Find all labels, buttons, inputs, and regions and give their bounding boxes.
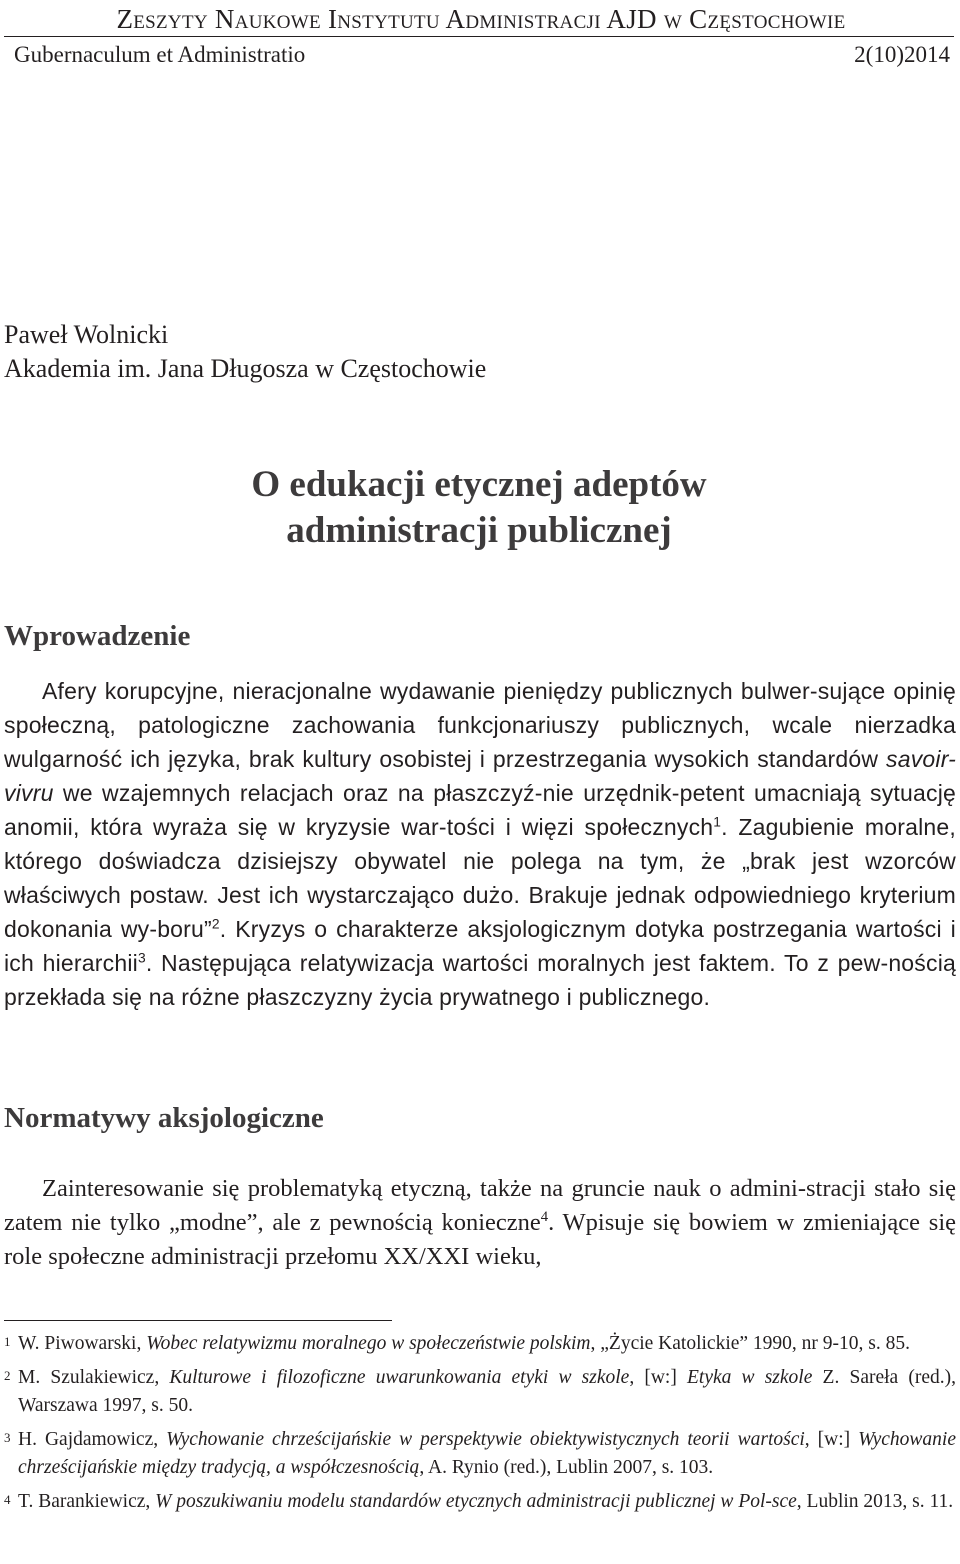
italic-text: Kulturowe i filozoficzne uwarunkowania etyki w szkole <box>169 1367 630 1388</box>
article-title <box>4 462 954 554</box>
footnote-1 <box>4 1330 956 1358</box>
journal-header <box>14 0 950 67</box>
italic-text: Wobec relatywizmu moralnego w społeczeństwie polskim <box>146 1333 591 1354</box>
journal-series: Gubernaculum et Administratio <box>14 42 306 67</box>
section-heading-normatives: Normatywy aksjologiczne <box>4 1102 324 1134</box>
footnote-ref-4[interactable]: 4 <box>540 1208 549 1225</box>
text-run: H. Gajdamowicz, <box>18 1429 167 1450</box>
article-title-line-2: administracji publicznej <box>286 510 672 551</box>
footnotes <box>4 1330 956 1522</box>
italic-text: Wychowanie chrześcijańskie w perspektywie obiektywistycznych teorii wartości <box>166 1429 805 1450</box>
footnote-number: 4 <box>4 1492 11 1507</box>
text-run: Z. Sareła (red.), Warszawa 1997, s. 50. <box>18 1367 956 1416</box>
footnote-ref-2[interactable]: 2 <box>211 916 220 932</box>
footnote-ref-1[interactable]: 1 <box>713 814 722 830</box>
article-title-line-1: O edukacji etycznej adeptów <box>251 464 707 505</box>
text-run: Afery korupcyjne, nieracjonalne wydawanie pieniędzy publicznych bulwer-sujące opinię społeczną, patologiczne zachowania funkcjonariuszy publicznych, wcale nierzadka wulgarność ich języka, brak kultury osobistej i przestrzegania wysokich standardów <box>4 678 956 772</box>
italic-text: Wychowanie chrześcijańskie między tradycją, a współczesnością <box>18 1429 956 1478</box>
header-rule <box>4 36 954 37</box>
paragraph-introduction <box>4 674 956 1014</box>
text-run: . Wpisuje się bowiem w zmieniające się role społeczne administracji przełomu XX/XXI wieku, <box>4 1209 956 1270</box>
section-heading-introduction: Wprowadzenie <box>4 620 191 652</box>
text-run: W. Piwowarski, <box>18 1333 147 1354</box>
text-run: , A. Rynio (red.), Lublin 2007, s. 103. <box>419 1457 714 1478</box>
text-run: , [w:] <box>629 1367 687 1388</box>
footnote-4 <box>4 1488 956 1516</box>
footnote-number: 2 <box>4 1368 11 1383</box>
text-run: , [w:] <box>804 1429 859 1450</box>
italic-text: savoir-vivru <box>4 746 956 806</box>
text-run: T. Barankiewicz, <box>18 1491 156 1512</box>
footnote-number: 3 <box>4 1430 11 1445</box>
journal-issue: 2(10)2014 <box>854 42 950 67</box>
author-affiliation: Akademia im. Jana Długosza w Częstochowie <box>4 354 487 383</box>
paragraph-normatives <box>4 1172 956 1274</box>
footnote-number: 1 <box>4 1334 11 1349</box>
text-run: , „Życie Katolickie” 1990, nr 9-10, s. 85. <box>590 1333 911 1354</box>
italic-text: W poszukiwaniu modelu standardów etycznych administracji publicznej w Pol-sce <box>155 1491 797 1512</box>
text-run: . Zagubienie moralne, którego doświadcza dzisiejszy obywatel nie polega na tym, że „brak jest wzorców właściwych postaw. Jest ich wystarczająco dużo. Brakuje jednak odpowiedniego kryterium dokonania wy-boru” <box>4 814 956 942</box>
text-run: M. Szulakiewicz, <box>18 1367 170 1388</box>
text-run: Zainteresowanie się problematyką etyczną, także na gruncie nauk o admini-stracji stało się zatem nie tylko „modne”, ale z pewnością konieczne <box>4 1175 956 1236</box>
author-block <box>4 318 486 386</box>
text-run: , Lublin 2013, s. 11. <box>796 1491 954 1512</box>
footnote-rule <box>4 1320 392 1321</box>
footnote-2 <box>4 1364 956 1420</box>
italic-text: Etyka w szkole <box>687 1367 813 1388</box>
text-run: we wzajemnych relacjach oraz na płaszczyź-nie urzędnik-petent umacniają sytuację anomii, która wyraża się w kryzysie war-tości i więzi społecznych <box>4 780 956 840</box>
journal-title: Zeszyty Naukowe Instytutu Administracji AJD w Częstochowie <box>116 4 846 34</box>
footnote-ref-3[interactable]: 3 <box>137 950 146 966</box>
author-name: Paweł Wolnicki <box>4 320 169 349</box>
footnote-3 <box>4 1426 956 1482</box>
text-run: . Kryzys o charakterze aksjologicznym dotyka postrzegania wartości i ich hierarchii <box>4 916 956 976</box>
text-run: . Następująca relatywizacja wartości moralnych jest faktem. To z pew-nością przekłada się na różne płaszczyzny życia prywatnego i publicznego. <box>4 950 956 1010</box>
